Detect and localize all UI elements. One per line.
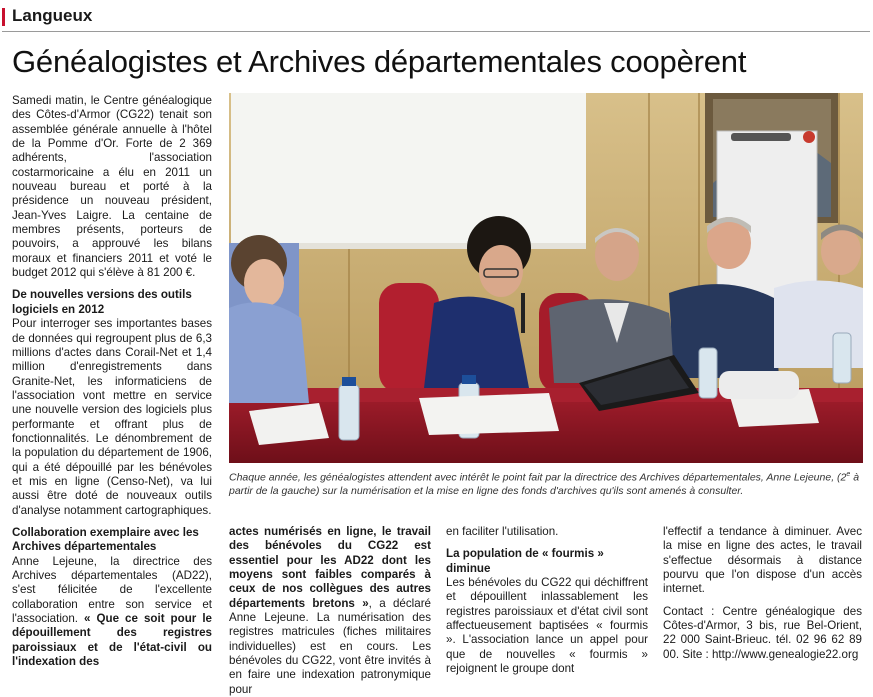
article-headline: Généalogistes et Archives départementales coopèrent bbox=[12, 44, 747, 79]
continuation-paragraph: en faciliter l'utilisation. bbox=[446, 525, 559, 538]
contact-paragraph: Contact : Centre généalogique des Côtes-d'Armor, 3 bis, rue Bel-Orient, 22 000 Saint-Brieuc. tél. 02 96 62 89 00. Site : http://www.genealogie22.org bbox=[663, 604, 862, 661]
intro-paragraph: Samedi matin, le Centre généalogique des Côtes-d'Armor (CG22) tenait son assemblée générale annuelle à l'hôtel de la Pomme d'Or. Forte de 2 369 adhérents, l'association costarmoricaine a élu en 2011 un nouveau bureau et porté à la présidence un nouveau président, Jean-Yves Laigre. La centaine de membres présents, porteurs de pouvoirs, a approuvé les bilans moraux et financiers 2011 et voté le budget 2012 qui s'élève à 81 200 €. bbox=[12, 94, 212, 280]
quote-paragraph bbox=[229, 525, 431, 697]
effectif-paragraph: l'effectif a tendance à diminuer. Avec la mise en ligne des actes, le travail s'effectue désormais à distance pourvu que l'on dispose d'un accès internet. bbox=[663, 525, 862, 596]
article-column-1 bbox=[12, 94, 212, 669]
collaboration-paragraph: Anne Lejeune, la directrice des Archives départementales (AD22), s'est félicitée de l'excellente collaboration entre son service et l'association. « Que ce soit pour le dépouillement des registres paroissiaux et de l'état-civil ou l'indexation des bbox=[12, 554, 212, 669]
kicker-accent-bar bbox=[2, 8, 5, 26]
header-rule bbox=[2, 31, 870, 32]
subheading-software: De nouvelles versions des outils logiciels en 2012 bbox=[12, 288, 192, 316]
photo-caption: Chaque année, les généalogistes attendent avec intérêt le point fait par la directrice des Archives départementales, Anne Lejeune, (2e à partir de la gauche) sur la numérisation et la mise en ligne des fonds d'archives qu'ils sont amenés à consulter. bbox=[229, 471, 860, 497]
quote-start: « Que ce soit pour le dépouillement des registres paroissiaux et de l'état-civil ou l'indexation des bbox=[12, 612, 212, 669]
caption-superscript: e bbox=[846, 471, 851, 478]
article-column-3 bbox=[446, 525, 648, 676]
software-paragraph: Pour interroger ses importantes bases de données qui regroupent plus de 6,3 millions d'actes dans Corail-Net et 1,4 million d'enregistrements dans Granite-Net, les informaticiens de l'association vont mettre en service une nouvelle version des logiciels plus performante et offrant plus de fonctionnalités. Le dénombrement de la population du département de 1906, qui a été dépouillé par les bénévoles et mis en ligne (Censo-Net), va lui aussi être doté de nouveaux outils d'analyse notamment cartographiques. bbox=[12, 317, 212, 517]
article-photo bbox=[229, 93, 863, 463]
quote-attribution: , a déclaré Anne Lejeune. La numérisation des registres matricules (fiches militaires individuelles) est en cours. Les bénévoles du CG22, vont être invités à en faire une indexation patronymique pour bbox=[229, 596, 432, 696]
fourmis-paragraph: Les bénévoles du CG22 qui déchiffrent et dépouillent inlassablement les registres paroissiaux et d'état civil sont affectueusement baptisées « fourmis ». L'association lance un appel pour que de nouvelles « fourmis » rejoignent le groupe dont bbox=[446, 576, 648, 676]
article-column-4 bbox=[663, 525, 862, 662]
subheading-collaboration: Collaboration exemplaire avec les Archives départementales bbox=[12, 525, 199, 554]
quote-continued: actes numérisés en ligne, le travail des bénévoles du CG22 est essentiel pour les AD22 dont les moyens sont faibles comparés à ceux de nos collègues des autres départements bretons » bbox=[229, 525, 431, 610]
meeting-photo-illustration bbox=[229, 93, 863, 463]
article-column-2 bbox=[229, 525, 431, 697]
section-label: Langueux bbox=[12, 6, 93, 25]
subheading-fourmis: La population de « fourmis » diminue bbox=[446, 547, 604, 575]
section-kicker bbox=[0, 6, 873, 28]
